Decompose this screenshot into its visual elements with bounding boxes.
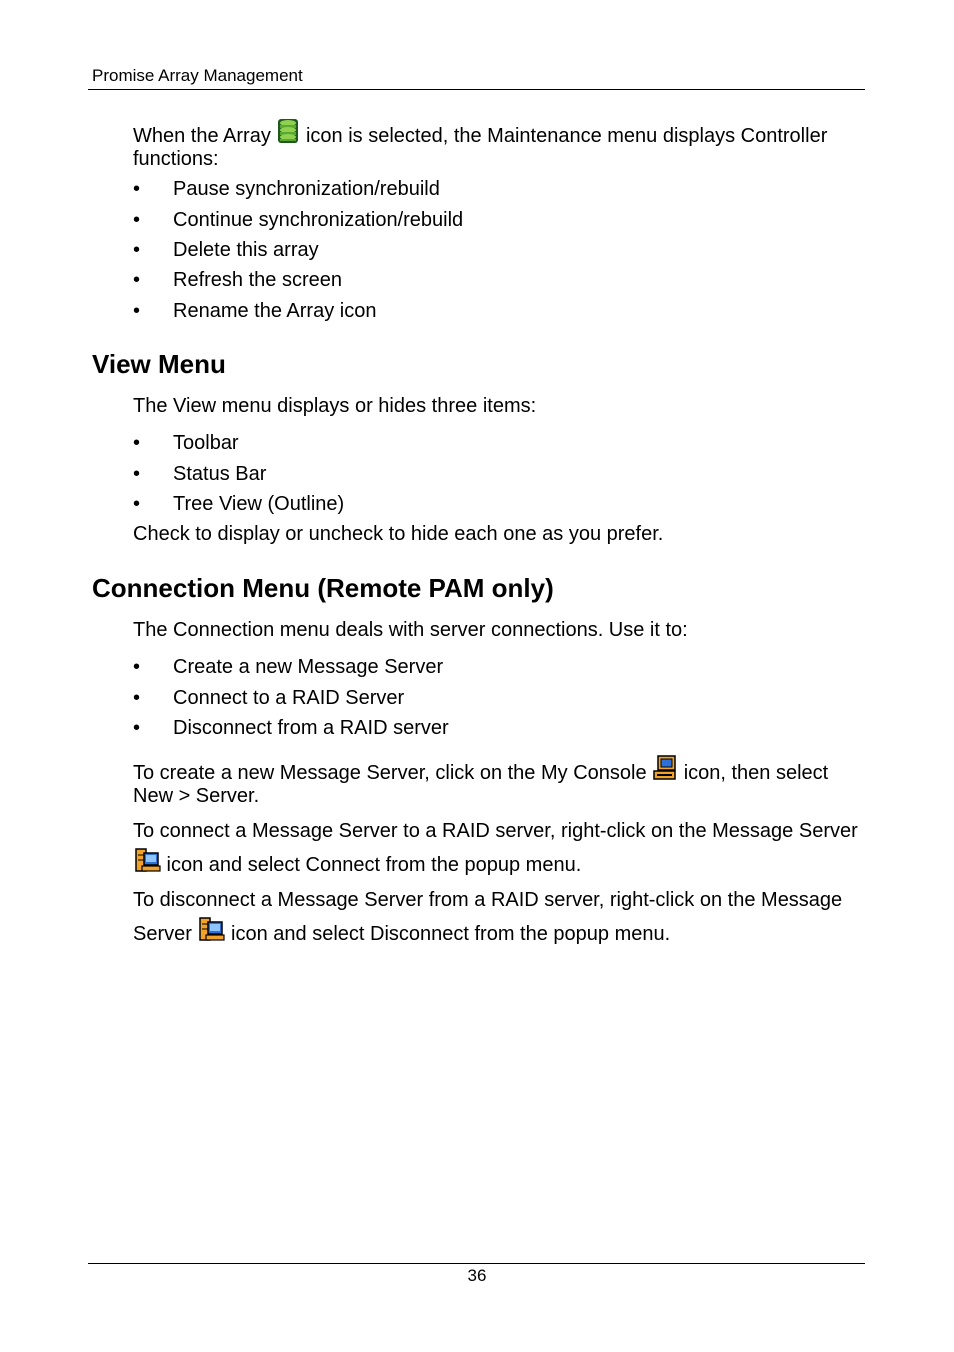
footer-rule xyxy=(88,1263,865,1264)
connection-menu-heading: Connection Menu (Remote PAM only) xyxy=(92,573,554,603)
view-menu-note: Check to display or uncheck to hide each one as you prefer. xyxy=(133,523,664,545)
header-title: Promise Array Management xyxy=(92,66,303,85)
view-menu-intro: The View menu displays or hides three items: xyxy=(133,395,537,417)
my-console-icon xyxy=(652,755,678,781)
disconnect-server-paragraph: To disconnect a Message Server from a RAID server, right-click on the Message Server icon and select Disconnect from the popup menu. xyxy=(133,889,843,945)
view-menu-heading: View Menu xyxy=(92,349,226,379)
create-server-paragraph: To create a new Message Server, click on the My Console icon, then select New > Server. xyxy=(133,755,868,808)
page-number: 36 xyxy=(467,1266,487,1285)
connect-server-paragraph: To connect a Message Server to a RAID server, right-click on the Message Server icon and select Connect from the popup menu. xyxy=(133,820,858,876)
intro-paragraph xyxy=(133,118,868,171)
intro-text-after: icon is selected, the Maintenance menu displays Controller functions: xyxy=(133,125,828,170)
message-server-icon xyxy=(197,916,225,942)
message-server-icon xyxy=(133,847,161,873)
connection-menu-intro: The Connection menu deals with server connections. Use it to: xyxy=(133,619,688,641)
array-icon xyxy=(276,118,300,144)
header-rule xyxy=(88,89,865,90)
intro-text-before: When the Array xyxy=(133,125,271,147)
